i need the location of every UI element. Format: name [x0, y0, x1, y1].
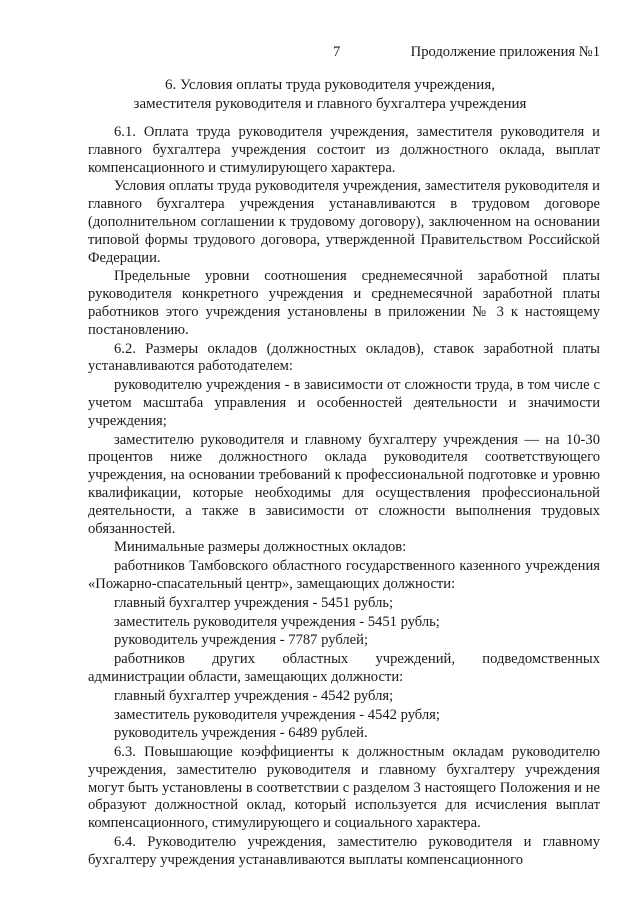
- paragraph-6-1: 6.1. Оплата труда руководителя учреждения, заместителя руководителя и главного бухгалтера учреждения состоит из должностного оклада, выплат компенсационного и стимулирующего характера.: [88, 124, 600, 176]
- list-item: главный бухгалтер учреждения - 5451 рубль;: [114, 594, 394, 611]
- list-item: главный бухгалтер учреждения - 4542 рубля;: [114, 687, 394, 704]
- paragraph-fire-center-workers: работников Тамбовского областного государственного казенного учреждения «Пожарно-спасательный центр», замещающих должности:: [88, 558, 600, 592]
- list-item: заместитель руководителя учреждения - 4542 рубля;: [114, 706, 440, 723]
- paragraph-6-3: 6.3. Повышающие коэффициенты к должностным окладам руководителю учреждения, заместителю руководителя и главному бухгалтеру учреждения могут быть установлены в соответствии с разделом 3 настоящего Положения и не образуют должностной оклад, который используется для исчисления выплат компенсационного, стимулирующего и социального характера.: [88, 744, 600, 832]
- section-title-line-2: заместителя руководителя и главного бухгалтера учреждения: [133, 96, 527, 112]
- paragraph-conditions: Условия оплаты труда руководителя учреждения, заместителя руководителя и главного бухгалтера учреждения устанавливаются в трудовом договоре (дополнительном соглашении к трудовому договору), заключенном на основании типовой формы трудового договора, утвержденной Правительством Российской Федерации.: [88, 178, 600, 266]
- paragraph-other-workers: работников других областных учреждений, подведомственных администрации области, замещающих должности:: [88, 651, 600, 685]
- paragraph-deputy-salary: заместителю руководителя и главному бухгалтеру учреждения — на 10-30 процентов ниже должностного оклада руководителя соответствующего учреждения, на основании требований к профессиональной подготовке и уровню квалификации, которые необходимы для осуществления профессиональной деятельности, а также в зависимости от сложности выполнения трудовых обязанностей.: [88, 431, 600, 537]
- document-body: [88, 124, 600, 871]
- paragraph-head-salary: руководителю учреждения - в зависимости от сложности труда, в том числе с учетом масштаба управления и особенностей деятельности и значимости учреждения;: [88, 377, 600, 429]
- list-item: руководитель учреждения - 6489 рублей.: [114, 725, 368, 742]
- paragraph-limits: Предельные уровни соотношения среднемесячной заработной платы руководителя конкретного учреждения и среднемесячной заработной платы работников этого учреждения установлены в приложении № 3 к настоящему постановлению.: [88, 268, 600, 338]
- paragraph-minimum-salaries: Минимальные размеры должностных окладов:: [114, 539, 407, 556]
- section-title-line-1: 6. Условия оплаты труда руководителя учреждения,: [165, 77, 495, 93]
- section-title: [60, 76, 600, 114]
- paragraph-6-2: 6.2. Размеры окладов (должностных окладов), ставок заработной платы устанавливаются работодателем:: [88, 340, 600, 375]
- appendix-continuation-label: Продолжение приложения №1: [410, 44, 600, 60]
- list-item: руководитель учреждения - 7787 рублей;: [114, 632, 369, 649]
- list-item: заместитель руководителя учреждения - 5451 рубль;: [114, 613, 440, 630]
- page-number: 7: [333, 44, 341, 60]
- paragraph-6-4: 6.4. Руководителю учреждения, заместителю руководителя и главному бухгалтеру учреждения устанавливаются выплаты компенсационного: [88, 834, 600, 868]
